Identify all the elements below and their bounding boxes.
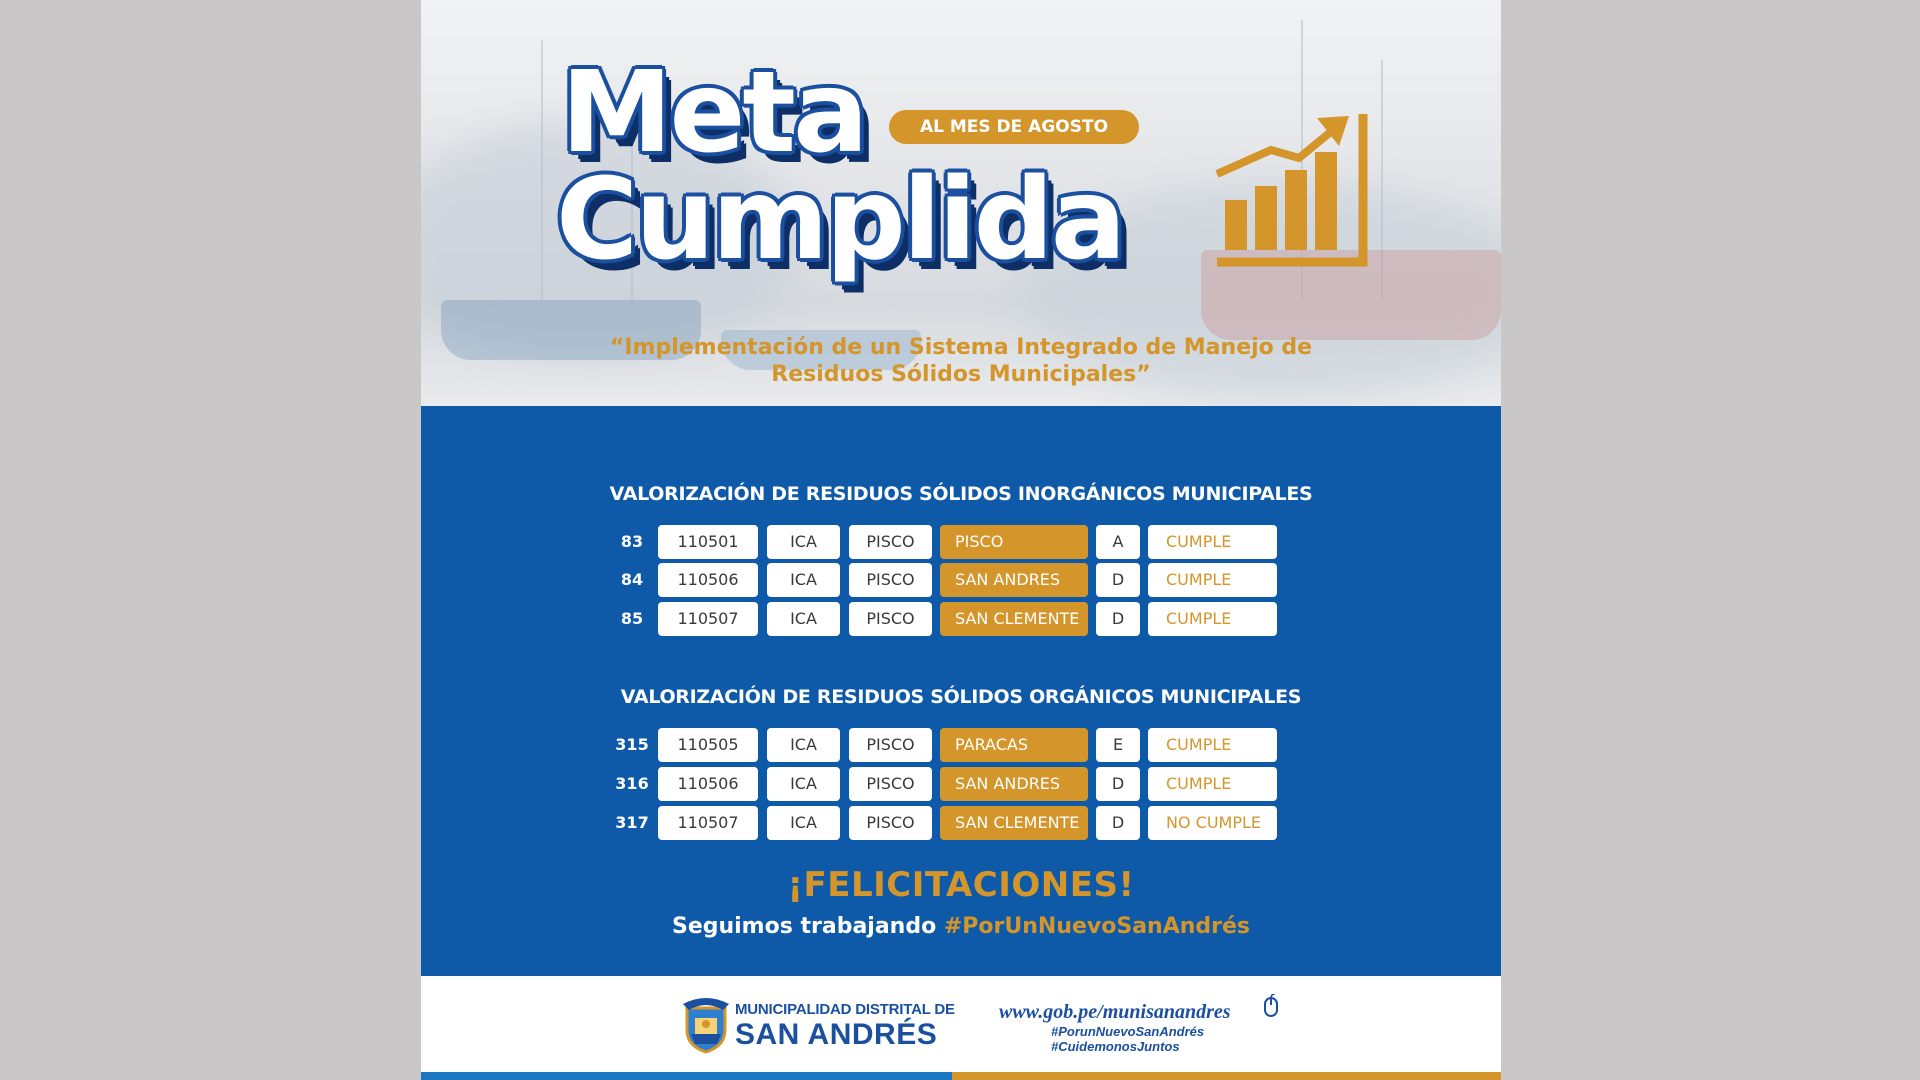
subtitle-line-2: Residuos Sólidos Municipales” [771,362,1151,387]
row-number: 316 [615,774,649,793]
district-cell: PISCO [940,525,1088,559]
district-cell: SAN ANDRES [940,767,1088,801]
district-cell: SAN CLEMENTE [940,806,1088,840]
ubigeo-code-cell: 110501 [658,525,758,559]
department-cell: ICA [767,728,840,762]
header-banner [421,0,1501,406]
department-cell: ICA [767,563,840,597]
status-cell: NO CUMPLE [1148,806,1277,840]
footer-accent-bar-blue [421,1072,952,1080]
row-number: 84 [620,570,644,589]
status-cell: CUMPLE [1148,767,1277,801]
row-number: 85 [620,609,644,628]
province-cell: PISCO [849,767,932,801]
department-cell: ICA [767,602,840,636]
department-cell: ICA [767,525,840,559]
row-number: 315 [615,735,649,754]
district-cell: SAN CLEMENTE [940,602,1088,636]
type-cell: D [1096,563,1140,597]
province-cell: PISCO [849,525,932,559]
ubigeo-code-cell: 110506 [658,767,758,801]
project-subtitle [521,334,1401,388]
municipality-name-line1: MUNICIPALIDAD DISTRITAL DE [735,1001,955,1018]
title-meta: Meta [561,48,866,178]
status-cell: CUMPLE [1148,563,1277,597]
department-cell: ICA [767,767,840,801]
footer [421,976,1501,1072]
table-row [421,767,1501,801]
department-cell: ICA [767,806,840,840]
table-row [421,602,1501,636]
table-row [421,806,1501,840]
ubigeo-code-cell: 110507 [658,806,758,840]
type-cell: D [1096,767,1140,801]
website-link[interactable]: www.gob.pe/munisanandres [999,1001,1231,1023]
month-badge: AL MES DE AGOSTO [889,110,1139,144]
type-cell: E [1096,728,1140,762]
type-cell: A [1096,525,1140,559]
background-boat-mast [541,40,543,300]
province-cell: PISCO [849,806,932,840]
tagline [421,914,1501,939]
municipal-crest-icon [681,994,731,1054]
municipality-name-line2: SAN ANDRÉS [735,1018,938,1051]
organic-section-title: VALORIZACIÓN DE RESIDUOS SÓLIDOS ORGÁNICOS MUNICIPALES [620,686,1302,708]
subtitle-line-1: “Implementación de un Sistema Integrado de Manejo de [609,335,1313,360]
title-cumplida: Cumplida [556,155,1124,285]
footer-accent-bar-gold [952,1072,1501,1080]
table-row [421,728,1501,762]
computer-mouse-icon [1263,994,1279,1018]
status-cell: CUMPLE [1148,728,1277,762]
hashtag-line-1: #PorunNuevoSanAndrés [1051,1024,1205,1039]
province-cell: PISCO [849,602,932,636]
tagline-hashtag: #PorUnNuevoSanAndrés [943,914,1251,939]
type-cell: D [1096,602,1140,636]
province-cell: PISCO [849,563,932,597]
table-row [421,525,1501,559]
ubigeo-code-cell: 110505 [658,728,758,762]
tagline-text: Seguimos trabajando [671,914,944,939]
status-cell: CUMPLE [1148,525,1277,559]
ubigeo-code-cell: 110507 [658,602,758,636]
poster [421,0,1501,1080]
table-row [421,563,1501,597]
province-cell: PISCO [849,728,932,762]
congratulations-heading: ¡FELICITACIONES! [787,865,1135,905]
district-cell: PARACAS [940,728,1088,762]
status-cell: CUMPLE [1148,602,1277,636]
ubigeo-code-cell: 110506 [658,563,758,597]
hashtag-line-2: #CuidemonosJuntos [1051,1039,1180,1054]
row-number: 83 [620,532,644,551]
district-cell: SAN ANDRES [940,563,1088,597]
type-cell: D [1096,806,1140,840]
inorganic-section-title: VALORIZACIÓN DE RESIDUOS SÓLIDOS INORGÁNICOS MUNICIPALES [609,483,1313,505]
bar-chart-growth-arrow-icon [1211,108,1383,272]
row-number: 317 [615,813,649,832]
